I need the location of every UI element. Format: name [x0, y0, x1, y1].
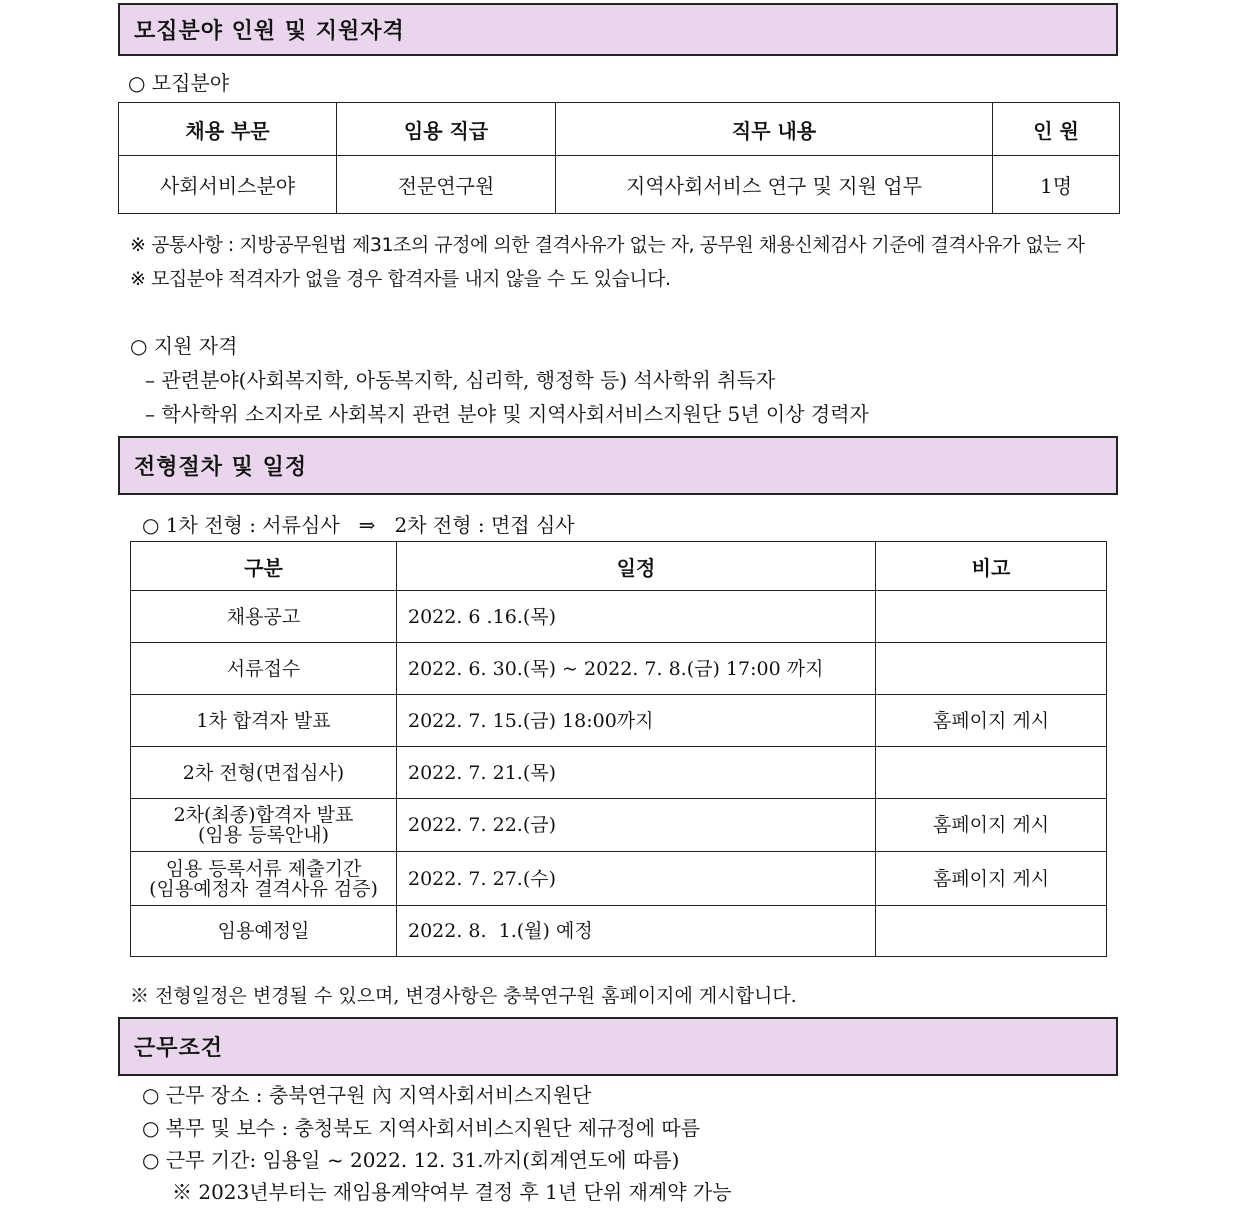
- table-row: [131, 799, 1107, 852]
- row-date: 2022. 7. 22.(금): [397, 799, 876, 852]
- row-date: 2022. 7. 15.(금) 18:00까지: [397, 695, 876, 747]
- section-header-process: [118, 436, 1118, 495]
- row-category: [131, 695, 397, 747]
- header-remarks: 비고: [876, 542, 1107, 591]
- condition-item: ○ 근무 장소 : 충북연구원 內 지역사회서비스지원단: [142, 1083, 592, 1107]
- condition-item: ○ 근무 기간: 임용일 ~ 2022. 12. 31.까지(회계연도에 따름): [142, 1148, 680, 1172]
- row-category-line1: 2차(최종)합격자 발표: [173, 804, 354, 826]
- table-row: [131, 695, 1107, 747]
- row-category: [131, 643, 397, 695]
- schedule-header-row: [131, 542, 1107, 591]
- note-no-pass: ※ 모집분야 적격자가 없을 경우 합격자를 내지 않을 수 도 있습니다.: [130, 268, 671, 290]
- row-remark: [876, 643, 1107, 695]
- row-category: [131, 799, 397, 852]
- header-category: 구분: [131, 542, 397, 591]
- field-heading: ○ 모집분야: [128, 71, 230, 95]
- row-date: 2022. 6 .16.(목): [397, 591, 876, 643]
- row-category: [131, 747, 397, 799]
- section-title-conditions: 근무조건: [134, 1036, 224, 1061]
- table-row: [131, 747, 1107, 799]
- header-department: 채용 부문: [119, 103, 337, 156]
- row-remark: 홈페이지 게시: [876, 799, 1107, 852]
- condition-item: ○ 복무 및 보수 : 충청북도 지역사회서비스지원단 제규정에 따름: [142, 1116, 701, 1140]
- header-headcount: 인 원: [993, 103, 1120, 156]
- qual-item: – 학사학위 소지자로 사회복지 관련 분야 및 지역사회서비스지원단 5년 이상 경력자: [145, 402, 869, 426]
- row-remark: [876, 747, 1107, 799]
- table-row: [131, 591, 1107, 643]
- row-remark: 홈페이지 게시: [876, 852, 1107, 906]
- row-category: [131, 906, 397, 957]
- qual-heading: ○ 지원 자격: [130, 334, 238, 358]
- condition-sub-note: ※ 2023년부터는 재임용계약여부 결정 후 1년 단위 재계약 가능: [172, 1180, 732, 1204]
- row-category-line2: (임용 등록안내): [198, 824, 329, 846]
- table-row: [131, 906, 1107, 957]
- schedule-note: ※ 전형일정은 변경될 수 있으며, 변경사항은 충북연구원 홈페이지에 게시합니다.: [130, 985, 797, 1007]
- recruit-table: [118, 102, 1120, 214]
- row-category: [131, 591, 397, 643]
- header-duty: 직무 내용: [556, 103, 993, 156]
- recruit-table-header-row: [119, 103, 1120, 156]
- section-header-conditions: [118, 1017, 1118, 1076]
- cell-duty: 지역사회서비스 연구 및 지원 업무: [556, 156, 993, 214]
- row-date: 2022. 7. 27.(수): [397, 852, 876, 906]
- table-row: [119, 156, 1120, 214]
- row-category-line1: 임용 등록서류 제출기간: [165, 857, 362, 880]
- schedule-table: [130, 541, 1107, 957]
- header-schedule: 일정: [397, 542, 876, 591]
- row-category-line1: 임용예정일: [217, 920, 310, 942]
- process-flow: ○ 1차 전형 : 서류심사 ⇒ 2차 전형 : 면접 심사: [142, 513, 575, 537]
- row-category-line1: 서류접수: [226, 657, 301, 680]
- row-remark: [876, 591, 1107, 643]
- row-category-line1: 2차 전형(면접심사): [182, 761, 345, 784]
- qual-item: – 관련분야(사회복지학, 아동복지학, 심리학, 행정학 등) 석사학위 취득자: [145, 368, 776, 392]
- section-title-process: 전형절차 및 일정: [134, 455, 308, 480]
- section-title-recruit: 모집분야 인원 및 지원자격: [134, 19, 405, 44]
- cell-rank: 전문연구원: [337, 156, 556, 214]
- row-remark: 홈페이지 게시: [876, 695, 1107, 747]
- note-common: ※ 공통사항 : 지방공무원법 제31조의 규정에 의한 결격사유가 없는 자, 공무원 채용신체검사 기준에 결격사유가 없는 자: [130, 234, 1085, 256]
- section-header-recruit: [118, 3, 1118, 56]
- cell-headcount: 1명: [993, 156, 1120, 214]
- row-category-line1: 1차 합격자 발표: [196, 709, 331, 732]
- row-date: 2022. 6. 30.(목) ~ 2022. 7. 8.(금) 17:00 까지: [397, 643, 876, 695]
- header-rank: 임용 직급: [337, 103, 556, 156]
- row-date: 2022. 8. 1.(월) 예정: [397, 906, 876, 957]
- row-category: [131, 852, 397, 906]
- row-remark: [876, 906, 1107, 957]
- table-row: [131, 852, 1107, 906]
- row-category-line1: 채용공고: [226, 605, 301, 628]
- table-row: [131, 643, 1107, 695]
- cell-department: 사회서비스분야: [119, 156, 337, 214]
- row-category-line2: (임용예정자 결격사유 검증): [149, 877, 378, 900]
- row-date: 2022. 7. 21.(목): [397, 747, 876, 799]
